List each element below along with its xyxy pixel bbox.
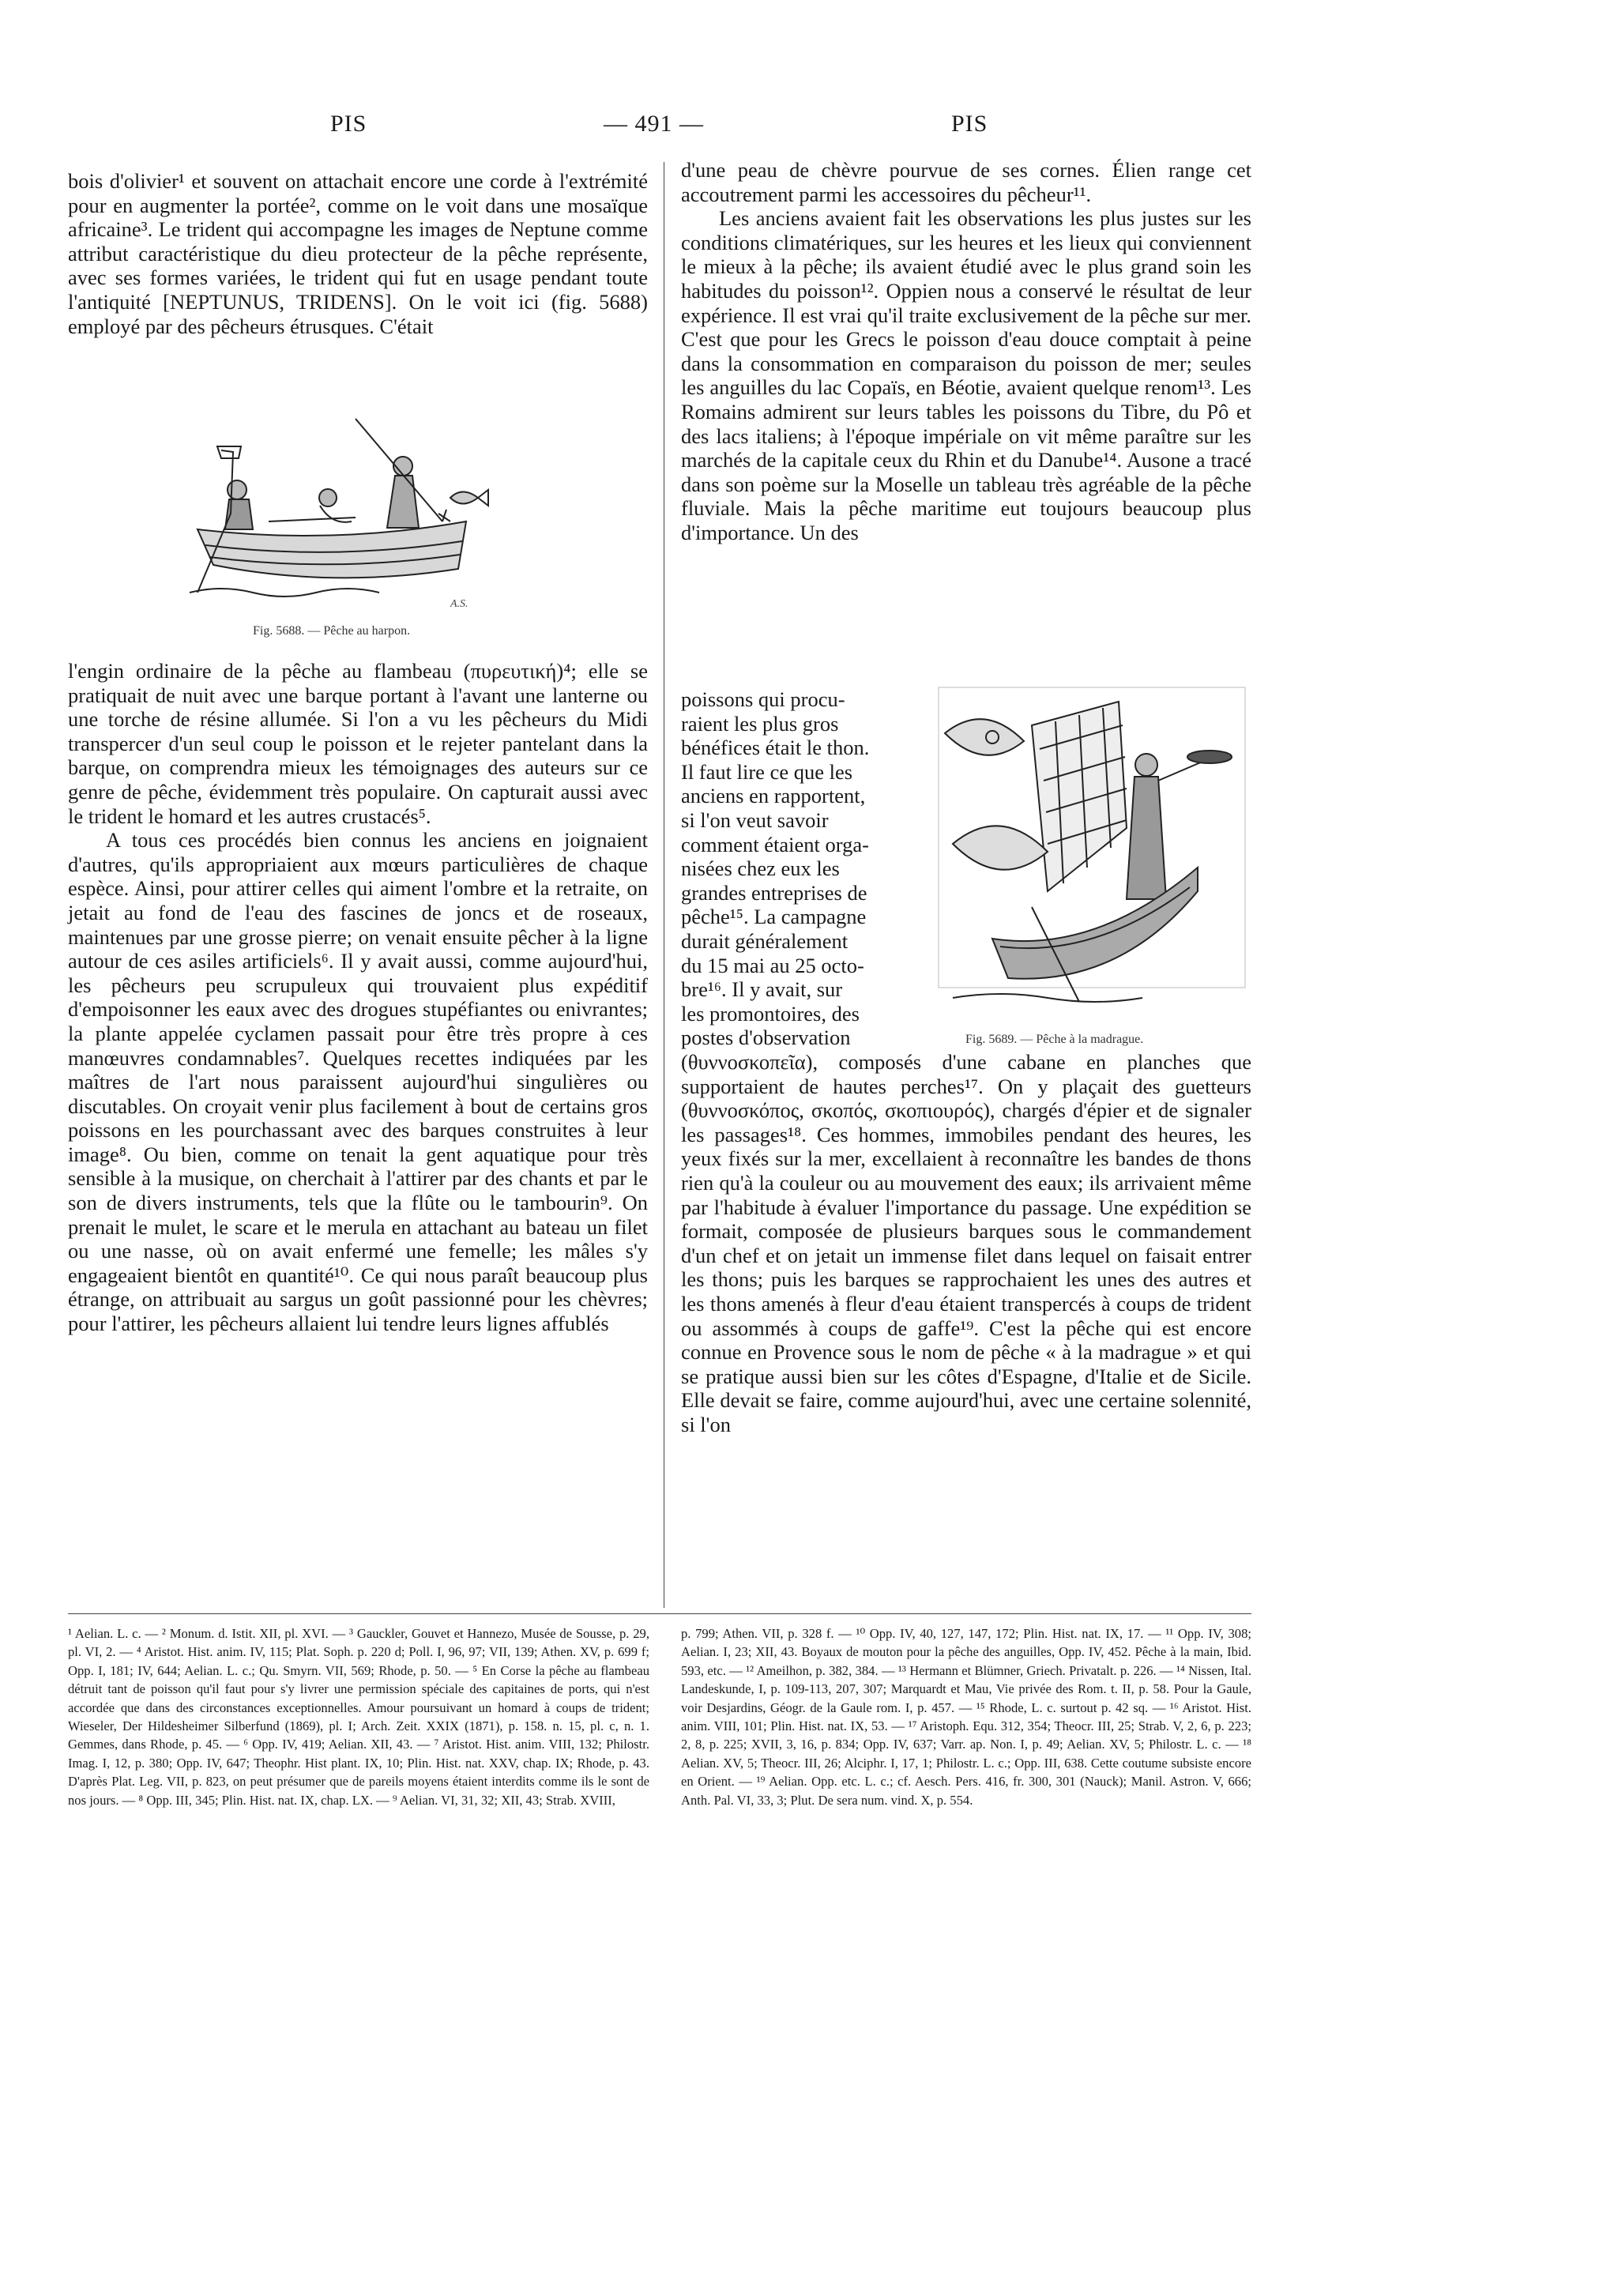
page-number: — 491 — <box>604 111 704 137</box>
text-line: comment étaient orga- <box>681 832 869 856</box>
right-column-wrap-text <box>681 687 926 1050</box>
figure-5688 <box>174 403 506 612</box>
paragraph: A tous ces procédés bien connus les anciens en joignaient d'autres, qu'ils appropriaient aux mœurs particulières de chaque espèce. Ainsi, pour attirer celles qui aiment l'ombre et la retraite, on jetait au fond de l'eau des fascines de joncs et de roseaux, maintenues par une grosse pierre; on venait ensuite pêcher à la ligne autour de ces asiles artificiels⁶. Il y avait aussi, comme aujourd'hui, les pêcheurs peu scrupuleux qui trouvaient plus expéditif d'empoisonner les eaux avec des drogues stupéfiantes ou enivrantes; la plante appelée cyclamen passait pour être très propre à ces manœuvres condamnables⁷. Quelques recettes indiquées par les maîtres de l'art nous paraissent aujourd'hui singulières ou discutables. On croyait venir plus facilement à bout de certains gros poissons en les pourchassant avec des barques construites à leur image⁸. Ou bien, comme on tenait la gent aquatique pour très sensible à la musique, on cherchait à l'attirer par des chants et par le son de divers instruments, tels que la flûte ou le tambourin⁹. On prenait le mulet, le scare et le merula en attachant au bateau un filet ou une nasse, où on avait enfermé une femelle; les mâles s'y engageaient bientôt en quantité¹⁰. Ce qui nous paraît beaucoup plus étrange, on attribuait au sargus un goût passionné pour les chèvres; pour l'attirer, les pêcheurs allaient lui tendre leurs lignes affublés <box>68 828 648 1336</box>
text-line: Il faut lire ce que les <box>681 759 853 784</box>
text-line: raient les plus gros <box>681 711 839 736</box>
text-line: bénéfices était le thon. <box>681 736 870 760</box>
left-column-bottom <box>68 659 648 1336</box>
text-line: postes d'observation <box>681 1026 851 1050</box>
right-column-top <box>681 158 1251 545</box>
footnote-rule <box>68 1613 1251 1614</box>
text-line: poissons qui procu- <box>681 687 845 711</box>
paragraph: l'engin ordinaire de la pêche au flambeau (πυρευτική)⁴; elle se pratiquait de nuit avec une barque portant à l'avant une lanterne ou une torche de résine allumée. Si l'on a vu les pêcheurs du Midi transpercer d'un seul coup le poisson et le rejeter pantelant dans la barque, on comprendra mieux les témoignages des auteurs sur ce genre de pêche, évidemment très populaire. On capturait aussi avec le trident le homard et les autres crustacés⁵. <box>68 659 648 828</box>
running-head-left: PIS <box>330 111 367 137</box>
figure-5689-caption: Fig. 5689. — Pêche à la madrague. <box>965 1033 1144 1046</box>
text-line: du 15 mai au 25 octo- <box>681 953 864 977</box>
etruscan-fishing-boat-illustration <box>174 403 506 612</box>
text-line: durait généralement <box>681 928 849 953</box>
text-line: grandes entreprises de <box>681 880 867 905</box>
paragraph: (θυννοσκοπεῖα), composés d'une cabane en planches que supportaient de hautes perches¹⁷. On y plaçait des guetteurs (θυννοσκόπος, σκοπός, σκοπιουρός), chargés d'épier et de signaler les passages¹⁸. Ces hommes, immobiles pendant des heures, les yeux fixés sur la mer, excellaient à reconnaître les bandes de thons rien qu'à la couleur ou au mouvement des eaux; ils arrivaient même par l'habitude à évaluer l'importance du passage. Une expédition se formait, composée de plusieurs barques sous le commandement d'un chef et on jetait un immense filet dans lequel on faisait entrer les thons; puis les barques se rapprochaient les unes des autres et les thons amenés à fleur d'eau étaient transpercés à coups de trident ou assommés à coups de gaffe¹⁹. C'est la pêche qui est encore connue en Provence sous le nom de pêche « à la madrague » et qui se pratique aussi bien sur les côtes d'Espagne, d'Italie et de Sicile. Elle devait se faire, comme aujourd'hui, avec une certaine solennité, si l'on <box>681 1050 1251 1436</box>
paragraph: Les anciens avaient fait les observations les plus justes sur les conditions climatériques, sur les heures et les lieux qui conviennent le mieux à la pêche; ils avaient étudié avec le plus grand soin les habitudes du poisson¹². Oppien nous a conservé le résultat de leur expérience. Il est vrai qu'il traite exclusivement de la pêche sur mer. C'est que pour les Grecs le poisson d'eau douce comptait à peine dans la consommation en comparaison du poisson de mer; seules les anguilles du lac Copaïs, en Béotie, avaient quelque renom¹³. Les Romains admirent sur leurs tables les poissons du Tibre, du Pô et des lacs italiens; à l'époque impériale on vit même paraître sur les marchés de la capitale ceux du Rhin et du Danube¹⁴. Ausone a tracé dans son poème sur la Moselle un tableau très agréable de la pêche fluviale. Mais la pêche maritime eut toujours beaucoup plus d'importance. Un des <box>681 206 1251 544</box>
text-line: anciens en rapportent, <box>681 784 866 808</box>
paragraph: d'une peau de chèvre pourvue de ses cornes. Élien range cet accoutrement parmi les accessoires du pêcheur¹¹. <box>681 158 1251 206</box>
text-line: les promontoires, des <box>681 1001 860 1026</box>
tuna-fishing-madrague-illustration <box>937 686 1247 1018</box>
figure-5688-caption: Fig. 5688. — Pêche au harpon. <box>253 624 411 638</box>
right-column-bottom <box>681 1050 1251 1437</box>
text-line: si l'on veut savoir <box>681 807 829 832</box>
text-line: pêche¹⁵. La campagne <box>681 905 867 929</box>
running-head-right: PIS <box>951 111 988 137</box>
paragraph: bois d'olivier¹ et souvent on attachait encore une corde à l'extrémité pour en augmenter la portée², comme on le voit dans une mosaïque africaine³. Le trident qui accompagne les images de Neptune comme attribut caractéristique du dieu protecteur de la pêche représente, avec ses formes variées, le trident qui fut en usage pendant toute l'antiquité [NEPTUNUS, TRIDENS]. On le voit ici (fig. 5688) employé par des pêcheurs étrusques. C'était <box>68 169 648 338</box>
text-line: bre¹⁶. Il y avait, sur <box>681 977 843 1002</box>
text-line: nisées chez eux les <box>681 856 840 881</box>
footnotes-right: p. 799; Athen. VII, p. 328 f. — ¹⁰ Opp. IV, 40, 127, 147, 172; Plin. Hist. nat. IX, 17. — ¹¹ Opp. IV, 308; Aelian. I, 23; XII, 43. Boyaux de mouton pour la pêche des anguilles, Opp. IV, 452. Pêche à la main, Ibid. 593, etc. — ¹² Ameilhon, p. 382, 384. — ¹³ Hermann et Blümner, Griech. Privatalt. p. 226. — ¹⁴ Nissen, Ital. Landeskunde, I, p. 109-113, 207, 307; Marquardt et Mau, Vie privée des Rom. t. II, p. 58. Pour la Gaule, voir Desjardins, Géogr. de la Gaule rom. I, p. 457. — ¹⁵ Rhode, L. c. surtout p. 42 sq. — ¹⁶ Aristot. Hist. anim. VIII, 101; Plin. Hist. nat. IX, 53. — ¹⁷ Aristoph. Equ. 312, 354; Theocr. III, 25; Strab. V, 2, 6, p. 223; 2, 8, p. 225; XVII, 3, 16, p. 834; Opp. IV, 637; Varr. ap. Non. I, p. 49; Aelian. XV, 5; Philostr. L. c. — ¹⁸ Aelian. XV, 5; Theocr. III, 26; Alciphr. I, 17, 1; Philostr. L. c.; Opp. III, 638. Cette coutume subsiste encore en Orient. — ¹⁹ Aelian. Opp. etc. L. c.; cf. Aesch. Pers. 416, fr. 300, 301 (Nauck); Manil. Astron. V, 666; Anth. Pal. VI, 33, 3; Plut. De sera num. vind. X, p. 554. <box>681 1626 1251 1808</box>
footnotes-left: ¹ Aelian. L. c. — ² Monum. d. Istit. XII, pl. XVI. — ³ Gauckler, Gouvet et Hannezo, Musée de Sousse, p. 29, pl. VI, 2. — ⁴ Aristot. Hist. anim. IV, 115; Plat. Soph. p. 220 d; Poll. I, 96, 97; VII, 139; Athen. XV, p. 699 f; Opp. I, 181; IV, 644; Aelian. L. c.; Qu. Smyrn. VII, 569; Rhode, p. 50. — ⁵ En Corse la pêche au flambeau détruit tant de poisson qu'il faut pour s'y livrer une permission spéciale des capitaines de ports, qui n'est accordée que dans des circonstances exceptionnelles. Amour poursuivant un homard à coups de trident; Wieseler, Der Hildesheimer Silberfund (1869), pl. I; Arch. Zeit. XXIX (1871), p. 158. n. 15, pl. c, n. 1. Gemmes, dans Rhode, p. 45. — ⁶ Opp. IV, 419; Aelian. XII, 43. — ⁷ Aristot. Hist. anim. VIII, 132; Philostr. Imag. I, 12, p. 380; Opp. IV, 647; Theophr. Hist plant. IX, 10; Plin. Hist. nat. XXV, chap. IX; Rhode, p. 43. D'après Plat. Leg. VII, p. 823, on peut présumer que de pareils moyens étaient interdits comme ils le sont de nos jours. — ⁸ Opp. III, 345; Plin. Hist. nat. IX, chap. LX. — ⁹ Aelian. VI, 31, 32; XII, 43; Strab. XVIII, <box>68 1626 649 1808</box>
left-column-top <box>68 169 648 338</box>
figure-5689 <box>937 686 1247 1018</box>
illustrator-signature: A.S. <box>450 598 468 610</box>
